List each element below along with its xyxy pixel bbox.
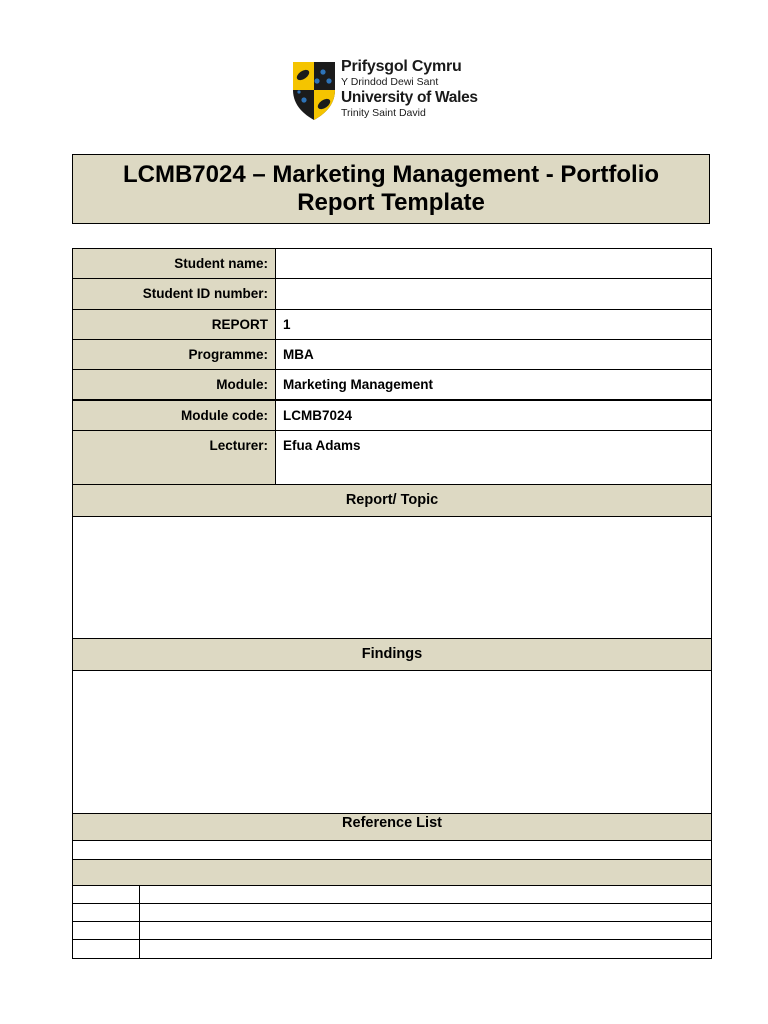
- logo-line-1: Prifysgol Cymru: [341, 58, 462, 75]
- field-row-report: [72, 309, 712, 340]
- field-label: Student ID number:: [73, 279, 276, 309]
- field-label: Lecturer:: [73, 431, 276, 484]
- reference-subheader: [72, 859, 712, 886]
- student-name-field[interactable]: [276, 249, 711, 278]
- reference-row[interactable]: [72, 939, 712, 959]
- shield-icon: [291, 60, 337, 122]
- field-row-lecturer: [72, 430, 712, 485]
- report-topic-header: Report/ Topic: [72, 484, 712, 517]
- reference-number-cell: [73, 922, 140, 939]
- student-id-field[interactable]: [276, 279, 711, 309]
- logo-line-3: University of Wales: [341, 89, 478, 106]
- field-row-programme: [72, 339, 712, 370]
- reference-number-cell: [73, 940, 140, 958]
- reference-list-header: Reference List: [72, 813, 712, 841]
- report-number-value[interactable]: 1: [283, 317, 291, 332]
- programme-value[interactable]: MBA: [283, 347, 314, 362]
- field-label: Module:: [73, 370, 276, 399]
- report-topic-area[interactable]: [72, 516, 712, 639]
- document-title: LCMB7024 – Marketing Management - Portfolio Report Template: [122, 161, 660, 216]
- field-label: REPORT: [73, 310, 276, 339]
- reference-row[interactable]: [72, 885, 712, 904]
- field-row-student-id: [72, 278, 712, 310]
- field-row-module: [72, 369, 712, 400]
- reference-row[interactable]: [72, 903, 712, 922]
- field-label: Student name:: [73, 249, 276, 278]
- lecturer-value[interactable]: Efua Adams: [283, 438, 361, 453]
- field-label: Programme:: [73, 340, 276, 369]
- logo-line-2: Y Drindod Dewi Sant: [341, 76, 439, 88]
- reference-number-cell: [73, 904, 140, 921]
- title-box: [72, 154, 710, 224]
- reference-list-area[interactable]: [72, 840, 712, 860]
- logo-line-4: Trinity Saint David: [341, 107, 426, 119]
- university-logo: [291, 58, 491, 124]
- module-code-value[interactable]: LCMB7024: [283, 408, 353, 423]
- field-row-module-code: [72, 400, 712, 431]
- reference-number-cell: [73, 886, 140, 903]
- module-value[interactable]: Marketing Management: [283, 377, 434, 392]
- findings-area[interactable]: [72, 670, 712, 814]
- field-label: Module code:: [73, 401, 276, 430]
- reference-row[interactable]: [72, 921, 712, 940]
- findings-header: Findings: [72, 638, 712, 671]
- field-row-student-name: [72, 248, 712, 279]
